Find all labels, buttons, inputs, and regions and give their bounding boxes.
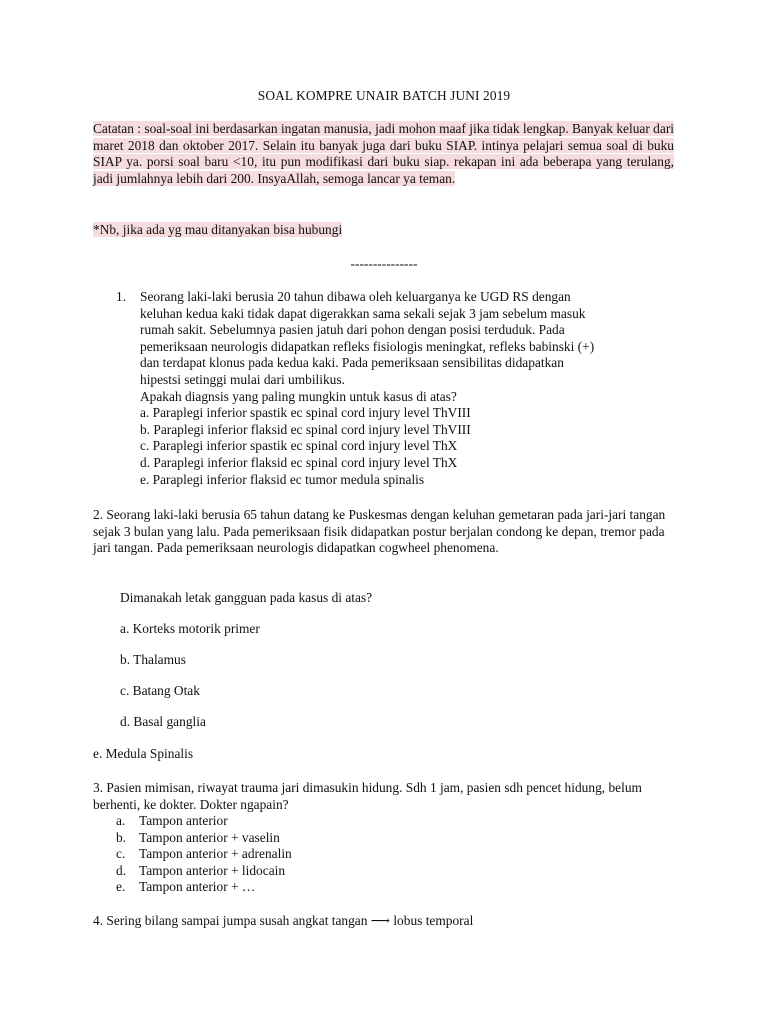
question-2-option-a: a. Korteks motorik primer bbox=[120, 621, 260, 636]
option-letter: d. bbox=[116, 862, 127, 878]
option-letter: e. bbox=[116, 879, 126, 895]
question-2-stem: 2. Seorang laki-laki berusia 65 tahun datang ke Puskesmas dengan keluhan gemetaran pada jari-jari tangan sejak 3 bulan yang lalu. Pada pemeriksaan fisik didapatkan postur berjalan condong ke depan, tremor pada jari tangan. Pada pemeriksaan neurologis didapatkan cogwheel phenomena. bbox=[93, 507, 666, 556]
question-2-option-c: c. Batang Otak bbox=[120, 683, 200, 698]
question-3-option-d bbox=[116, 863, 516, 880]
document-title: SOAL KOMPRE UNAIR BATCH JUNI 2019 bbox=[257, 88, 511, 103]
question-1-line: rumah sakit. Sebelumnya pasien jatuh dari pohon dengan posisi terduduk. Pada bbox=[140, 322, 565, 338]
option-text: Tampon anterior bbox=[139, 813, 228, 828]
option-text: Tampon anterior + lidocain bbox=[139, 862, 286, 878]
note-paragraph bbox=[93, 121, 674, 187]
option-text: Tampon anterior + … bbox=[139, 879, 256, 895]
question-2-option-b: b. Thalamus bbox=[120, 652, 186, 667]
question-4: 4. Sering bilang sampai jumpa susah angkat tangan ⟶ lobus temporal bbox=[93, 913, 474, 928]
option-letter: c. bbox=[116, 846, 126, 862]
nb-line bbox=[93, 222, 342, 239]
option-text: Tampon anterior + adrenalin bbox=[139, 846, 292, 862]
question-1-line: dan terdapat klonus pada kedua kaki. Pada pemeriksaan sensibilitas didapatkan bbox=[140, 355, 564, 371]
question-2-prompt: Dimanakah letak gangguan pada kasus di atas? bbox=[120, 590, 373, 605]
question-1-option-c: c. Paraplegi inferior spastik ec spinal cord injury level ThX bbox=[140, 438, 458, 454]
question-1-body bbox=[140, 289, 670, 488]
question-1-line: Seorang laki-laki berusia 20 tahun dibawa oleh keluarganya ke UGD RS dengan bbox=[140, 289, 571, 304]
question-1-option-a: a. Paraplegi inferior spastik ec spinal cord injury level ThVIII bbox=[140, 405, 471, 421]
question-2-option-d: d. Basal ganglia bbox=[120, 714, 206, 729]
question-1-line: hipestsi setinggi mulai dari umbilikus. bbox=[140, 371, 345, 387]
question-3-stem: 3. Pasien mimisan, riwayat trauma jari dimasukin hidung. Sdh 1 jam, pasien sdh pencet hidung, belum berhenti, ke dokter. Dokter ngapain? bbox=[93, 780, 642, 812]
option-letter: a. bbox=[116, 813, 126, 828]
question-1-line: pemeriksaan neurologis didapatkan refleks fisiologis meningkat, refleks babinski (+) bbox=[140, 338, 595, 354]
question-2-option-e: e. Medula Spinalis bbox=[93, 746, 194, 761]
question-1-option-b: b. Paraplegi inferior flaksid ec spinal cord injury level ThVIII bbox=[140, 421, 471, 437]
question-1-option-e: e. Paraplegi inferior flaksid ec tumor medula spinalis bbox=[140, 471, 425, 487]
question-3-option-e bbox=[116, 879, 516, 896]
question-3-option-b bbox=[116, 830, 516, 847]
question-1-option-d: d. Paraplegi inferior flaksid ec spinal cord injury level ThX bbox=[140, 454, 458, 470]
nb-text: *Nb, jika ada yg mau ditanyakan bisa hubungi bbox=[93, 222, 343, 237]
option-text: Tampon anterior + vaselin bbox=[139, 829, 280, 845]
question-1-prompt: Apakah diagnsis yang paling mungkin untuk kasus di atas? bbox=[140, 388, 457, 404]
option-letter: b. bbox=[116, 829, 127, 845]
question-1-number: 1. bbox=[116, 289, 127, 304]
question-3-option-a bbox=[116, 813, 516, 830]
note-text: Catatan : soal-soal ini berdasarkan ingatan manusia, jadi mohon maaf jika tidak lengkap. Banyak keluar dari maret 2018 dan oktober 2017. Selain itu banyak juga dari buku SIAP. intinya pelajari semua soal di buku SIAP ya. porsi soal baru <10, itu pun modifikasi dari buku siap. rekapan ini ada beberapa yang terulang, jadi jumlahnya lebih dari 200. InsyaAllah, semoga lancar ya teman. bbox=[93, 121, 674, 186]
question-3-options bbox=[116, 813, 516, 896]
question-1-line: keluhan kedua kaki tidak dapat digerakkan sama sekali sejak 3 jam sebelum masuk bbox=[140, 305, 586, 321]
question-3-option-c bbox=[116, 846, 516, 863]
separator: --------------- bbox=[350, 256, 418, 271]
